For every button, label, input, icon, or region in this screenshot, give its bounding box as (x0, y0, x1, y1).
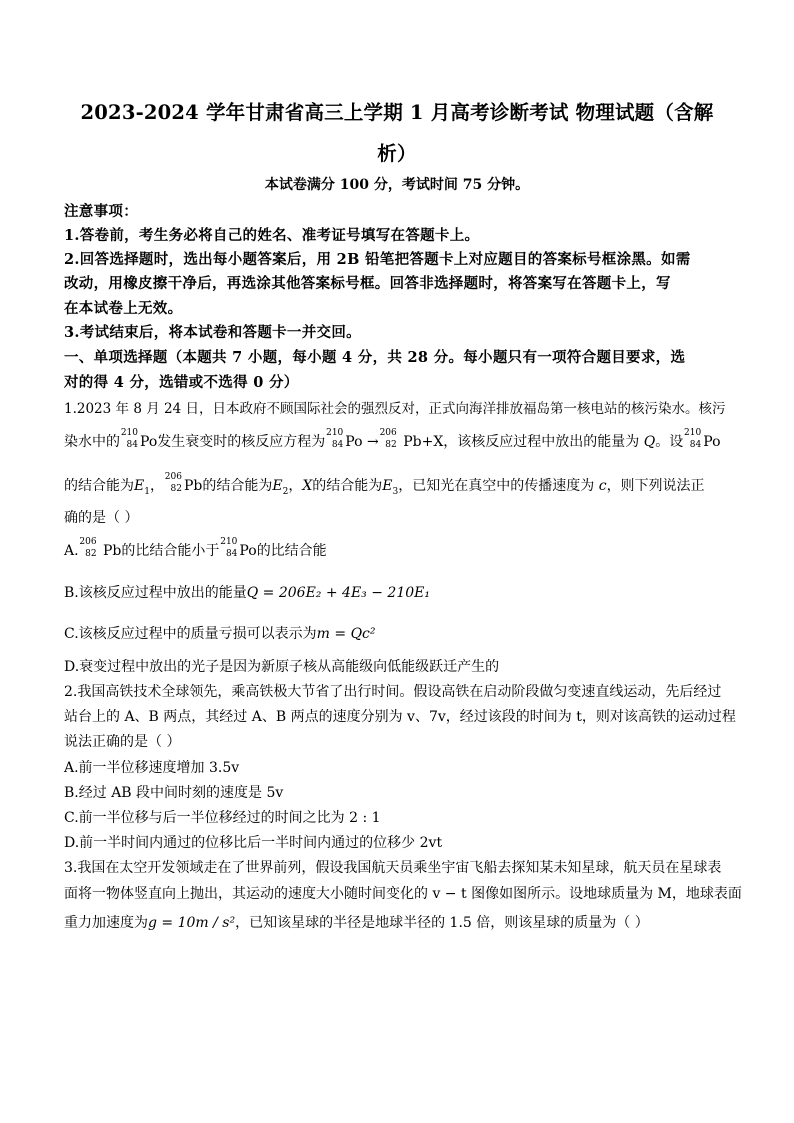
nuclide-po: 210 84 (684, 428, 702, 450)
equation: Q = 206E₂ + 4E₃ − 210E₁ (246, 585, 430, 601)
nuclide-po: 210 84 (326, 428, 344, 450)
q1-option-a: A. 206 82 Pb的比结合能小于 210 84 Po的比结合能 (64, 537, 327, 559)
equation: g = 10m / s² (148, 915, 236, 931)
q1-line-2: 染水中的 210 84 Po发生衰变时的核反应方程为 210 84 Po → 206 82 Pb+X，该核反应过程中放出的能量为 Q。设 210 84 Po (64, 428, 721, 450)
exam-info: 本试卷满分 100 分，考试时间 75 分钟。 (264, 177, 530, 193)
q1-text: 染水中的 (64, 434, 120, 450)
section-heading: 一、单项选择题（本题共 7 小题，每小题 4 分，共 28 分。每小题只有一项符合题目要求，选 (64, 349, 686, 366)
notice-item-1: 1.答卷前，考生务必将自己的姓名、准考证号填写在答题卡上。 (64, 227, 480, 244)
document-title-continued: 析） (377, 142, 417, 165)
nuclide-pb: 206 82 (379, 428, 397, 450)
nuclide-po: 210 84 (120, 428, 138, 450)
q1-option-b: B.该核反应过程中放出的能量Q = 206E₂ + 4E₃ − 210E₁ (64, 585, 430, 601)
q1-line-1: 1.2023 年 8 月 24 日，日本政府不顾国际社会的强烈反对，正式向海洋排放福岛第一核电站的核污染水。核污 (64, 401, 726, 417)
q1-option-d: D.衰变过程中放出的光子是因为新原子核从高能级向低能级跃迁产生的 (64, 659, 500, 675)
q3-line-2: 面将一物体竖直向上抛出，其运动的速度大小随时间变化的 v − t 图像如图所示。设地球质量为 M，地球表面 (64, 886, 742, 902)
q3-line-1: 3.我国在太空开发领域走在了世界前列，假设我国航天员乘坐宇宙飞船去探知某未知星球，航天员在星球表 (64, 860, 722, 876)
q2-option-d: D.前一半时间内通过的位移比后一半时间内通过的位移少 2vt (64, 835, 443, 851)
q2-option-c: C.前一半位移与后一半位移经过的时间之比为 2 : 1 (64, 810, 381, 826)
q2-option-b: B.经过 AB 段中间时刻的速度是 5v (64, 785, 284, 801)
notice-item-3: 3.考试结束后，将本试卷和答题卡一并交回。 (64, 324, 361, 341)
nuclide-pb: 206 82 (79, 537, 97, 559)
q1-line-3: 的结合能为$E_1$， 206 82 Pb的结合能为$E_2$，X的结合能为$E_3$，已知光在真空中的传播速度为 c，则下列说法正 (64, 472, 705, 497)
notice-item-2: 2.回答选择题时，选出每小题答案后，用 2B 铅笔把答题卡上对应题目的答案标号框涂黑。如需 (64, 251, 691, 268)
notice-heading: 注意事项： (64, 203, 138, 220)
section-heading-cont: 对的得 4 分，选错或不选得 0 分） (64, 374, 299, 391)
document-title: 2023-2024 学年甘肃省高三上学期 1 月高考诊断考试 物理试题（含解 (80, 101, 714, 124)
notice-item-2-cont: 改动，用橡皮擦干净后，再选涂其他答案标号框。回答非选择题时，将答案写在答题卡上，写 (64, 275, 671, 292)
q1-line-4: 确的是（ ） (64, 510, 139, 526)
q2-line-1: 2.我国高铁技术全球领先，乘高铁极大节省了出行时间。假设高铁在启动阶段做匀变速直线运动，先后经过 (64, 684, 722, 700)
q3-line-3: 重力加速度为g = 10m / s²，已知该星球的半径是地球半径的 1.5 倍，则该星球的质量为（ ） (64, 915, 649, 931)
nuclide-po: 210 84 (220, 537, 238, 559)
nuclide-pb: 206 82 (164, 472, 182, 494)
q2-line-3: 说法正确的是（ ） (64, 734, 181, 750)
q2-option-a: A.前一半位移速度增加 3.5v (64, 760, 240, 776)
q2-line-2: 站台上的 A、B 两点，其经过 A、B 两点的速度分别为 v、7v，经过该段的时间为 t，则对该高铁的运动过程 (64, 709, 736, 725)
equation: m = Qc² (316, 626, 376, 642)
notice-item-2-end: 在本试卷上无效。 (64, 300, 183, 317)
q1-option-c: C.该核反应过程中的质量亏损可以表示为m = Qc² (64, 626, 376, 642)
